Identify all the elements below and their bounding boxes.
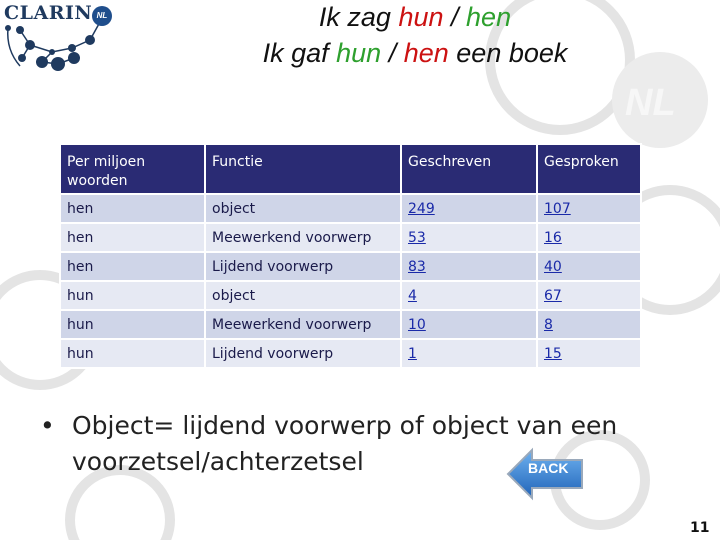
title-line-1-sep: / — [443, 2, 467, 32]
cell-written-link[interactable]: 53 — [401, 223, 537, 252]
cell-spoken-link[interactable]: 67 — [537, 281, 641, 310]
table-row — [60, 339, 641, 368]
cell-written-link[interactable]: 4 — [401, 281, 537, 310]
cell-spoken-link[interactable]: 16 — [537, 223, 641, 252]
title-line-1 — [150, 0, 680, 34]
cell-spoken-link[interactable]: 8 — [537, 310, 641, 339]
table-row — [60, 223, 641, 252]
cell-spoken-link[interactable]: 107 — [537, 194, 641, 223]
cell-spoken-link[interactable]: 15 — [537, 339, 641, 368]
logo-text: CLARIN — [4, 2, 93, 24]
logo-nl-badge: NL — [92, 6, 112, 26]
title-line-2-hun: hun — [336, 38, 382, 68]
page-number: 11 — [690, 520, 710, 536]
bullet-marker: • — [40, 411, 55, 440]
clarin-logo — [0, 0, 124, 76]
cell-pronoun: hun — [60, 339, 205, 368]
back-button[interactable] — [506, 446, 586, 502]
cell-function: Meewerkend voorwerp — [205, 223, 401, 252]
cell-pronoun: hen — [60, 194, 205, 223]
title-line-2-sep: / — [381, 38, 404, 68]
cell-pronoun: hun — [60, 310, 205, 339]
title-line-2-suffix: een boek — [448, 38, 568, 68]
column-header-geschreven: Geschreven — [401, 144, 537, 194]
bullet-text-line-2: voorzetsel/achterzetsel — [72, 447, 364, 476]
back-button-label: BACK — [528, 460, 569, 476]
cell-spoken-link[interactable]: 40 — [537, 252, 641, 281]
title-line-2 — [150, 36, 680, 70]
cell-written-link[interactable]: 83 — [401, 252, 537, 281]
title-line-1-prefix: Ik zag — [318, 2, 399, 32]
table-row — [60, 281, 641, 310]
bullet-text-line-1: Object= lijdend voorwerp of object van een — [72, 411, 618, 440]
svg-text:NL: NL — [625, 82, 676, 124]
title-line-1-hun: hun — [398, 2, 444, 32]
title-line-1-hen: hen — [466, 2, 512, 32]
table-row — [60, 252, 641, 281]
column-header-gesproken: Gesproken — [537, 144, 641, 194]
table-row — [60, 310, 641, 339]
title-line-2-prefix: Ik gaf — [262, 38, 337, 68]
cell-pronoun: hen — [60, 223, 205, 252]
table-header-row — [60, 144, 641, 194]
table-row — [60, 194, 641, 223]
cell-function: object — [205, 281, 401, 310]
frequency-table — [59, 143, 642, 369]
cell-function: Meewerkend voorwerp — [205, 310, 401, 339]
column-header-functie: Functie — [205, 144, 401, 194]
column-header-per-miljoen: Per miljoen woorden — [60, 144, 205, 194]
title-line-2-hen: hen — [403, 38, 449, 68]
cell-function: object — [205, 194, 401, 223]
cell-pronoun: hen — [60, 252, 205, 281]
cell-written-link[interactable]: 1 — [401, 339, 537, 368]
cell-function: Lijdend voorwerp — [205, 252, 401, 281]
cell-written-link[interactable]: 249 — [401, 194, 537, 223]
cell-pronoun: hun — [60, 281, 205, 310]
cell-written-link[interactable]: 10 — [401, 310, 537, 339]
cell-function: Lijdend voorwerp — [205, 339, 401, 368]
